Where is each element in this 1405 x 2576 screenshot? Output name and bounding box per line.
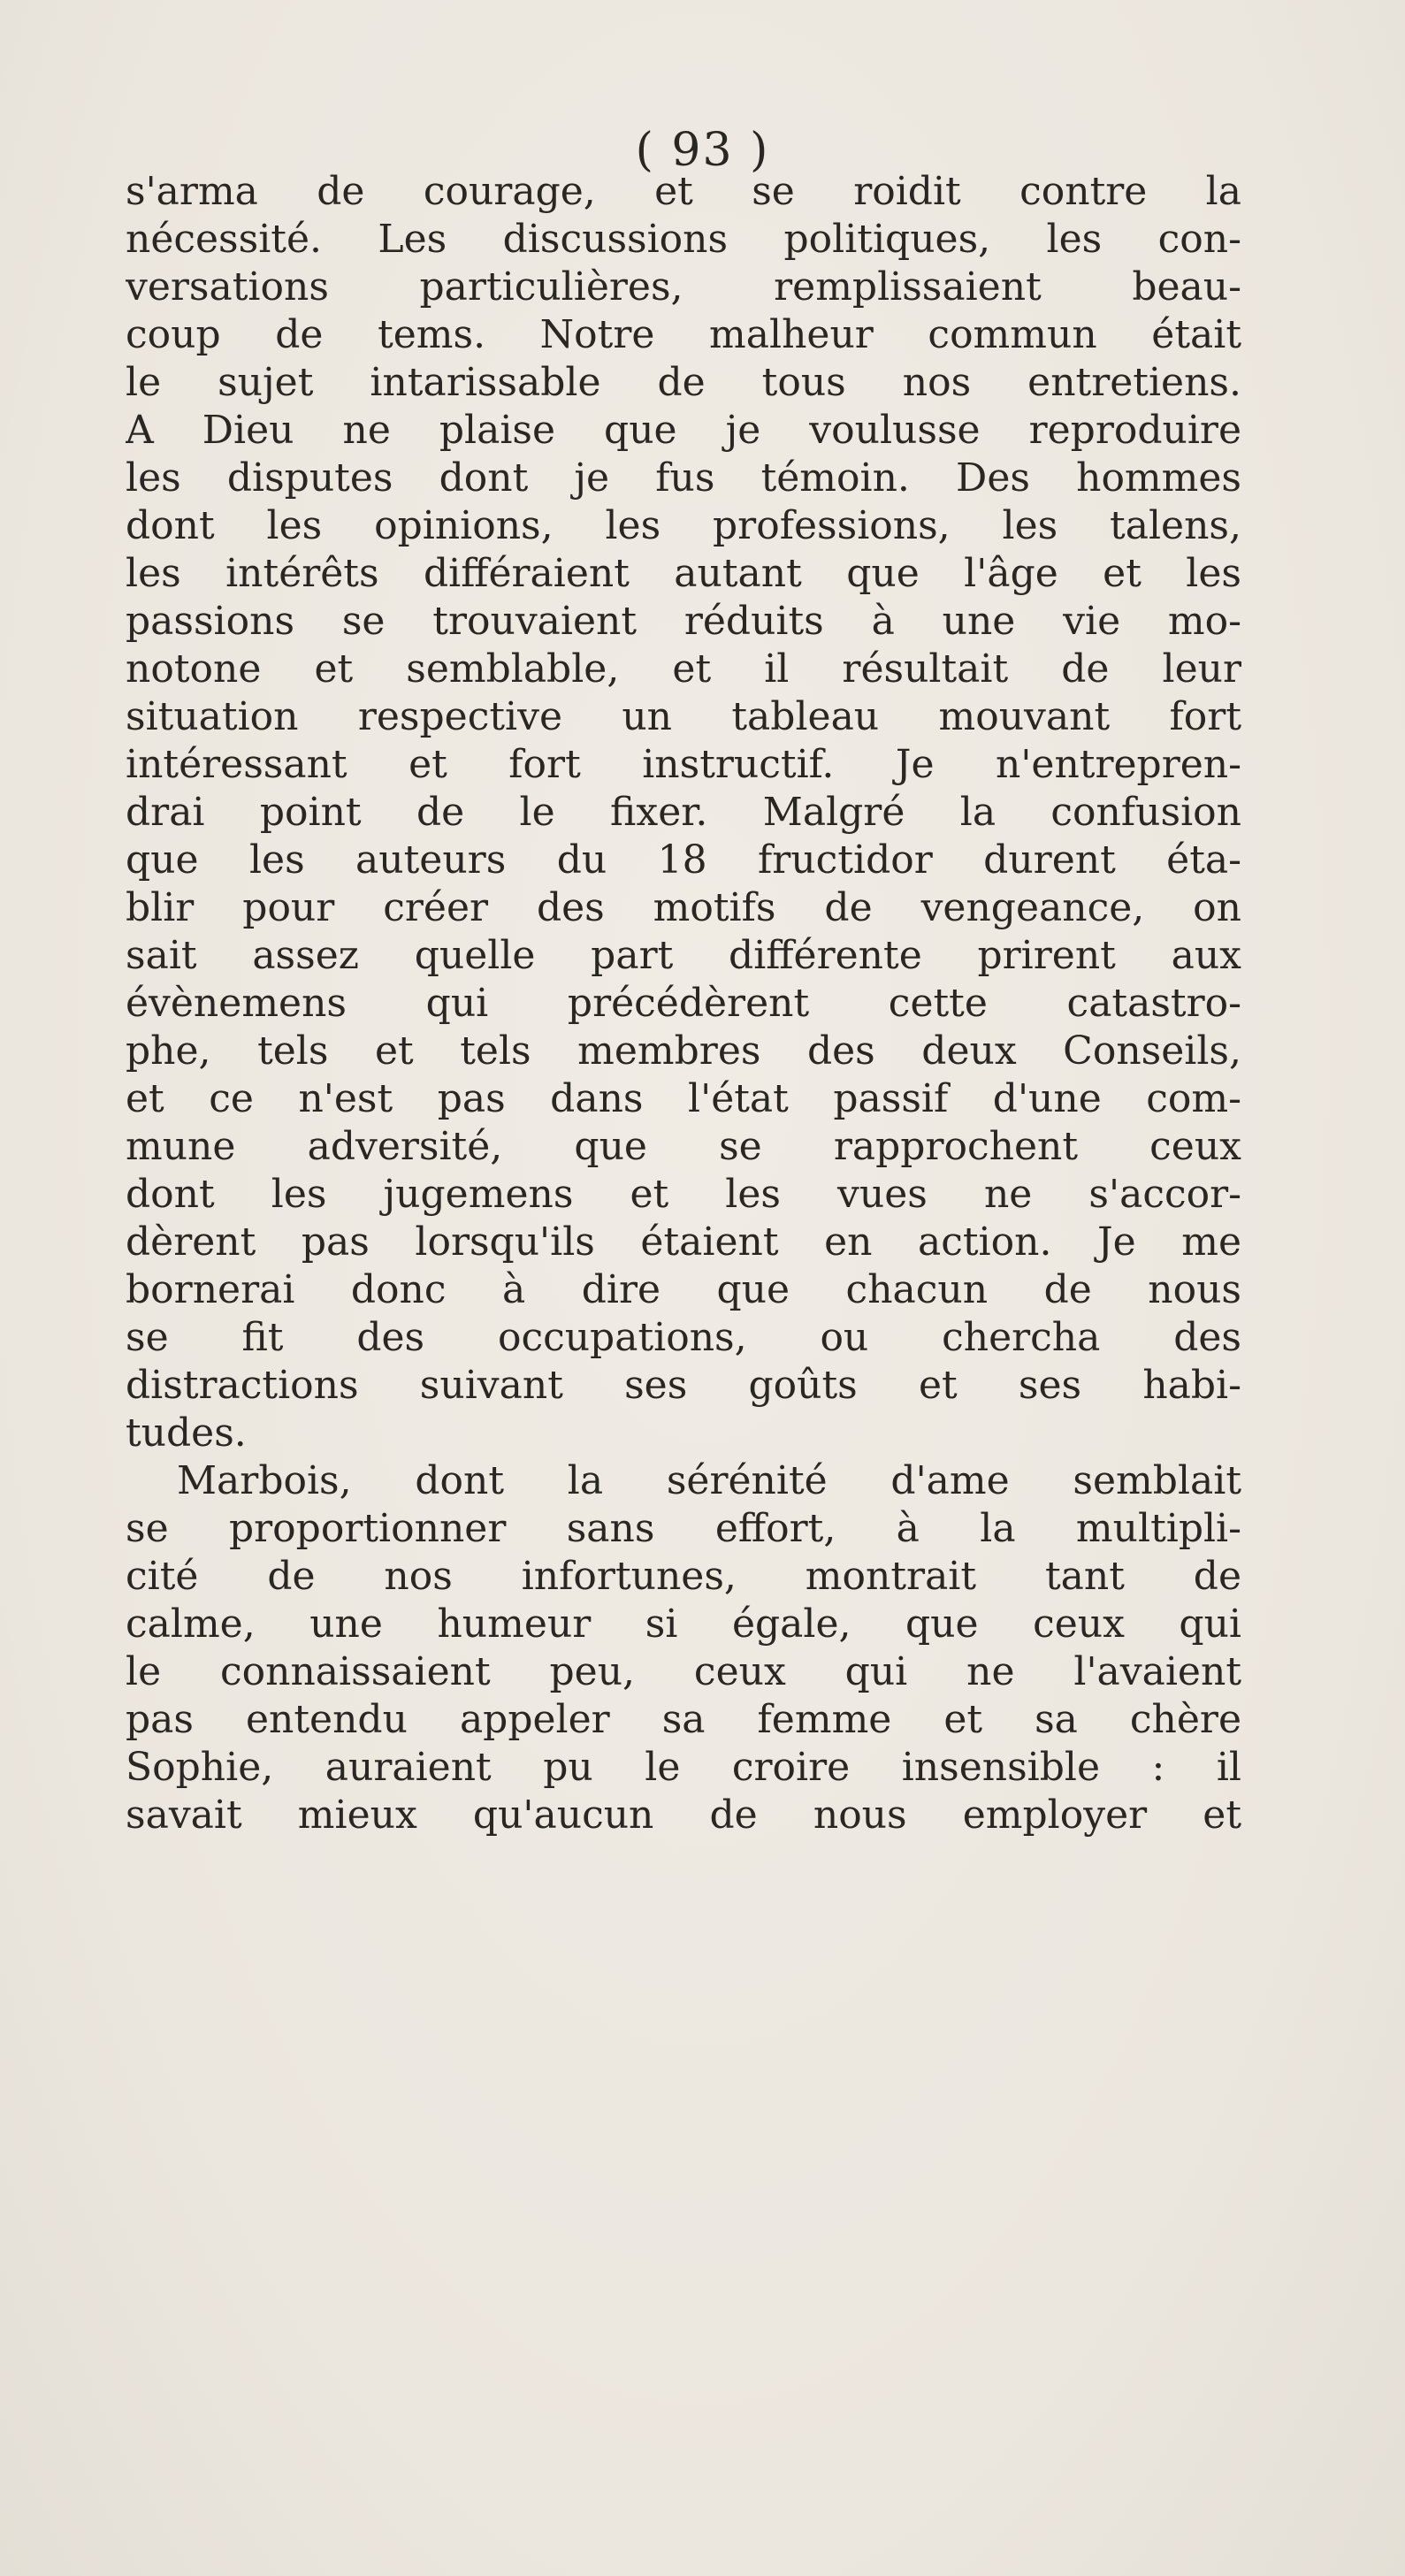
text-line: dont les opinions, les professions, les talens,: [126, 503, 1241, 548]
text-line: et ce n'est pas dans l'état passif d'une com-: [126, 1076, 1241, 1121]
text-line: situation respective un tableau mouvant fort: [126, 694, 1241, 739]
text-line: évènemens qui précédèrent cette catastro-: [126, 981, 1241, 1026]
text-line: que les auteurs du 18 fructidor durent éta-: [126, 837, 1241, 883]
text-line: phe, tels et tels membres des deux Conseils,: [126, 1028, 1241, 1074]
text-line: le sujet intarissable de tous nos entretiens.: [126, 360, 1241, 405]
text-line: les intérêts différaient autant que l'âge et les: [126, 551, 1241, 596]
text-line: savait mieux qu'aucun de nous employer et: [126, 1792, 1241, 1838]
text-line: se fit des occupations, ou chercha des: [126, 1315, 1241, 1360]
text-line: mune adversité, que se rapprochent ceux: [126, 1124, 1241, 1169]
text-line: intéressant et fort instructif. Je n'entrepren-: [126, 742, 1241, 787]
body-text: [126, 168, 1241, 1839]
text-line: le connaissaient peu, ceux qui ne l'avaient: [126, 1649, 1241, 1694]
text-line: coup de tems. Notre malheur commun était: [126, 312, 1241, 357]
text-line: A Dieu ne plaise que je voulusse reproduire: [126, 408, 1241, 453]
text-line: drai point de le fixer. Malgré la confusion: [126, 790, 1241, 835]
text-line: dont les jugemens et les vues ne s'accor-: [126, 1172, 1241, 1217]
text-line: sait assez quelle part différente prirent aux: [126, 933, 1241, 978]
text-line: bornerai donc à dire que chacun de nous: [126, 1267, 1241, 1312]
text-line: versations particulières, remplissaient beau-: [126, 264, 1241, 310]
text-line: Sophie, auraient pu le croire insensible : il: [126, 1745, 1241, 1790]
page-number: ( 93 ): [635, 124, 770, 177]
text-line: cité de nos infortunes, montrait tant de: [126, 1554, 1241, 1599]
text-line: nécessité. Les discussions politiques, les con-: [126, 217, 1241, 262]
text-line: les disputes dont je fus témoin. Des hommes: [126, 455, 1241, 501]
text-line: Marbois, dont la sérénité d'ame semblait: [177, 1458, 1241, 1503]
text-line: pas entendu appeler sa femme et sa chère: [126, 1697, 1241, 1742]
text-line: passions se trouvaient réduits à une vie mo-: [126, 599, 1241, 644]
text-line: notone et semblable, et il résultait de leur: [126, 646, 1241, 692]
text-line: blir pour créer des motifs de vengeance, on: [126, 885, 1241, 930]
text-line: s'arma de courage, et se roidit contre la: [126, 169, 1241, 214]
text-line: se proportionner sans effort, à la multipli-: [126, 1506, 1241, 1551]
text-line: tudes.: [126, 1410, 247, 1456]
text-line: calme, une humeur si égale, que ceux qui: [126, 1601, 1241, 1647]
text-line: distractions suivant ses goûts et ses habi-: [126, 1363, 1241, 1408]
text-line: dèrent pas lorsqu'ils étaient en action. Je me: [126, 1219, 1241, 1265]
